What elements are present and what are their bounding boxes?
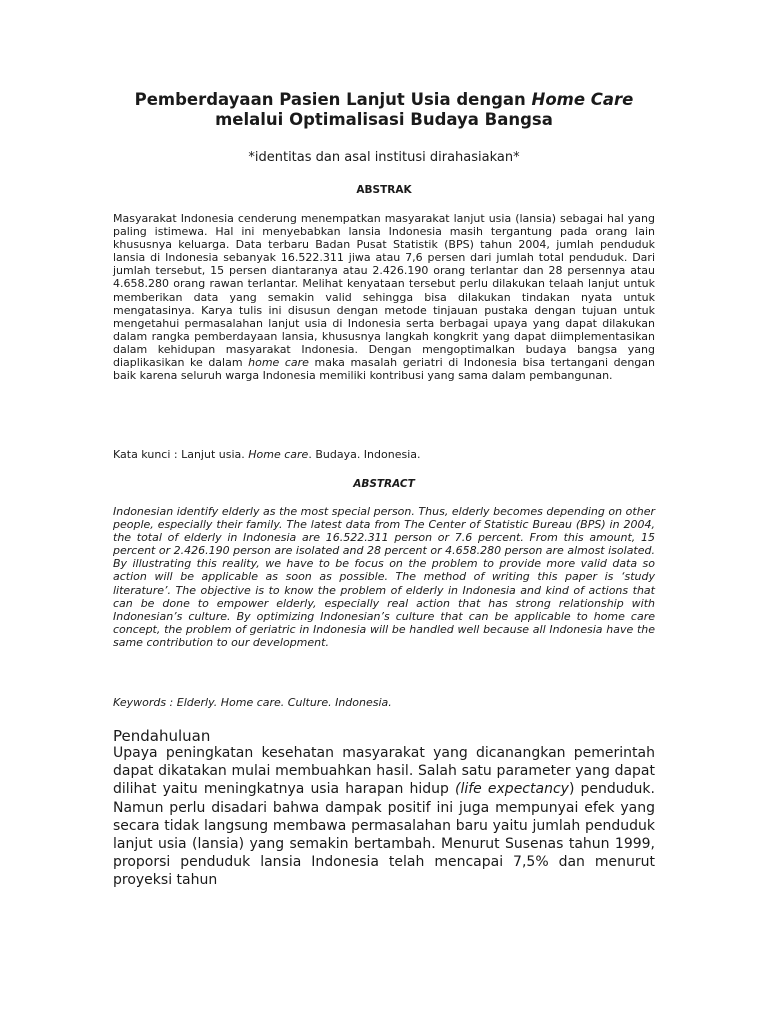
abstract-paragraph: Indonesian identify elderly as the most special person. Thus, elderly becomes depending on other people, especially their family. The latest data from The Center of Statistic Bureau (BPS) in 2004, the total of elderly in Indonesia are 16.522.311 person or 7.6 percent. From this amount, 15 percent or 2.426.190 person are isolated and 28 percent or 4.658.280 person are almost isolated. By illustrating this reality, we have to be focus on the problem to provide more valid data so action will be applicable as soon as possible. The method of writing this paper is ‘study literature’. The objective is to know the problem of elderly in Indonesia and kind of actions that can be done to empower elderly, especially real action that has strong relationship with Indonesian’s culture. By optimizing Indonesian’s culture that can be applicable to home care concept, the problem of geriatric in Indonesia will be handled well because all Indonesia have the same contribution to our development.: [113, 505, 655, 649]
section-heading-pendahuluan: Pendahuluan: [113, 727, 211, 745]
kata-kunci-b: . Budaya. Indonesia.: [308, 448, 421, 461]
abstrak-text-end: maka masalah geriatri di Indonesia bisa tertangani dengan baik karena seluruh warga Indonesia memiliki kontribusi yang sama dalam pembangunan.: [113, 356, 655, 383]
kata-kunci: [113, 448, 655, 461]
pendahuluan-italic: (life expectancy: [455, 781, 569, 798]
abstrak-paragraph: [113, 212, 655, 382]
author-affiliation: *identitas dan asal institusi dirahasiakan*: [248, 150, 520, 165]
pendahuluan-text-a: Upaya peningkatan kesehatan masyarakat yang dicanangkan pemerintah dapat dikatakan mulai membuahkan hasil. Salah satu parameter yang dapat dilihat yaitu meningkatnya usia harapan hidup: [113, 745, 655, 798]
kata-kunci-italic: Home care: [248, 448, 309, 461]
keywords: Keywords : Elderly. Home care. Culture. Indonesia.: [113, 696, 392, 709]
kata-kunci-a: Kata kunci : Lanjut usia.: [113, 448, 249, 461]
abstract-heading: ABSTRACT: [353, 478, 415, 490]
pendahuluan-text-b: ) penduduk. Namun perlu disadari bahwa dampak positif ini juga mempunyai efek yang secara tidak langsung membawa permasalahan baru yaitu jumlah penduduk lanjut usia (lansia) yang semakin bertambah. Menurut Susenas tahun 1999, proporsi penduduk lansia Indonesia telah mencapai 7,5% dan menurut proyeksi tahun: [113, 781, 655, 889]
paper-title: [113, 90, 655, 130]
abstrak-heading: ABSTRAK: [356, 184, 412, 196]
title-part1: Pemberdayaan Pasien Lanjut Usia dengan: [134, 90, 532, 109]
pendahuluan-paragraph: [113, 744, 655, 890]
title-italic: Home Care: [531, 90, 634, 109]
abstrak-text: Masyarakat Indonesia cenderung menempatkan masyarakat lanjut usia (lansia) sebagai hal yang paling istimewa. Hal ini menyebabkan lansia Indonesia masih tergantung pada orang lain khususnya keluarga. Data terbaru Badan Pusat Statistik (BPS) tahun 2004, jumlah penduduk lansia di Indonesia sebanyak 16.522.311 jiwa atau 7,6 persen dari jumlah total penduduk. Dari jumlah tersebut, 15 persen diantaranya atau 2.426.190 orang terlantar dan 28 persennya atau 4.658.280 orang rawan terlantar. Melihat kenyataan tersebut perlu dilakukan telaah lanjut untuk memberikan data yang semakin valid sehingga bisa dilakukan tindakan nyata untuk mengatasinya. Karya tulis ini disusun dengan metode tinjauan pustaka dengan tujuan untuk mengetahui permasalahan lanjut usia di Indonesia serta berbagai upaya yang dapat dilakukan dalam rangka pemberdayaan lansia, khususnya langkah kongkrit yang dapat diimplementasikan dalam kehidupan masyarakat Indonesia. Dengan mengoptimalkan budaya bangsa yang diaplikasikan ke dalam: [113, 212, 655, 370]
title-line2: melalui Optimalisasi Budaya Bangsa: [215, 110, 553, 129]
abstrak-italic: home care: [248, 356, 309, 370]
